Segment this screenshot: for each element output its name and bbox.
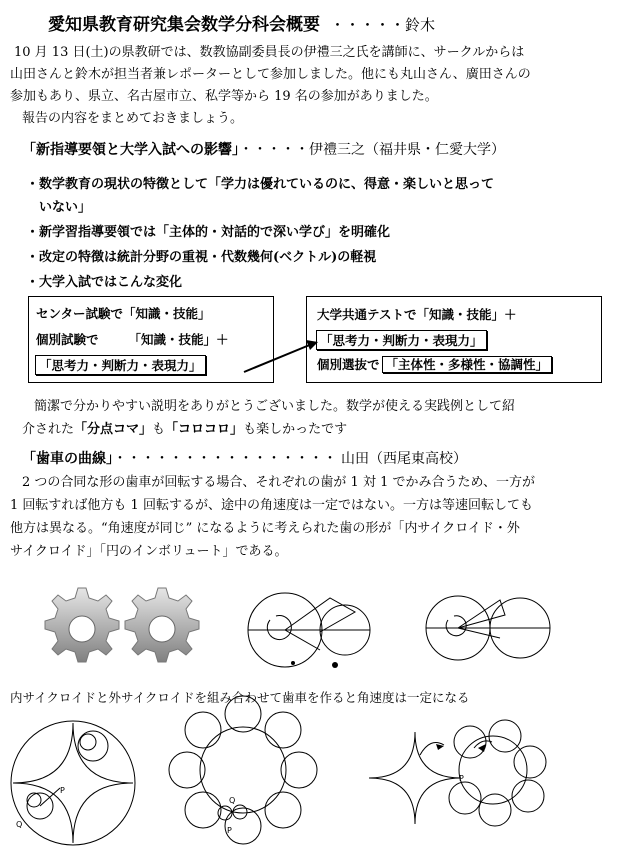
center-line-3: 「思考力・判断力・表現力」	[35, 355, 206, 375]
section1-speaker: 伊禮三之（福井県・仁愛大学）	[309, 142, 505, 158]
gear-line-3: 他方は異なる。“角速度が同じ” になるように考えられた歯の形が「内サイクロイド・外	[10, 521, 520, 536]
author-name: ・・・・・鈴木	[330, 16, 436, 34]
intro-line-3: 参加もあり、県立、名古屋市立、私学等から 19 名の参加がありました。	[10, 89, 438, 104]
intro-line-4: 報告の内容をまとめておきましょう。	[22, 111, 244, 126]
figure-caption: 内サイクロイドと外サイクロイドを組み合わせて歯車を作ると角速度は一定になる	[10, 690, 470, 705]
epicycloid-diagram	[169, 696, 317, 844]
thanks-text-d: 「コロコロ」	[165, 422, 244, 437]
bullet-4: ・大学入試ではこんな変化	[26, 275, 183, 290]
astroid-diagram	[369, 720, 546, 826]
label-q-2: Q	[229, 796, 236, 805]
bullet-1: ・数学教育の現状の特徴として「学力は優れているのに、得意・楽しいと思って	[26, 177, 495, 192]
label-p-3: P	[459, 774, 464, 783]
bullet-1-cont: いない」	[26, 200, 92, 215]
center-line-2-value: 「知識・技能」＋	[128, 332, 229, 347]
common-line-2: 「思考力・判断力・表現力」	[316, 330, 487, 350]
gear-line-2: 1 回転すれば他方も 1 回転するが、途中の角速度は一定ではない。一方は等速回転しても	[10, 498, 533, 513]
thanks-text-a: 介された	[22, 422, 75, 437]
bullet-3: ・改定の特徴は統計分野の重視・代数幾何(ベクトル)の軽視	[26, 250, 377, 265]
label-q-1: Q	[16, 820, 23, 829]
section1-title: 「新指導要領と大学入試への影響」	[22, 142, 239, 158]
section2-dots: ・・・・・・・・・・・・・・・・	[113, 451, 337, 467]
section1-dots: ・・・・・	[239, 142, 309, 158]
common-line-3-value: 「主体性・多様性・協調性」	[382, 356, 553, 373]
section2-title: 「歯車の曲線」	[22, 451, 113, 467]
label-p-2: P	[227, 826, 232, 835]
gear-line-1: 2 つの合同な形の歯車が回転する場合、それぞれの歯が 1 対 1 でかみ合うため、一方が	[22, 475, 535, 490]
thanks-text-e: も楽しかったです	[243, 422, 348, 437]
common-line-1: 大学共通テストで「知識・技能」＋	[317, 307, 517, 322]
thanks-text-b: 「分点コマ」	[74, 422, 153, 437]
common-line-3-label: 個別選抜で	[317, 357, 380, 372]
title-text: 愛知県教育研究集会数学分科会概要	[48, 15, 320, 35]
intro-line-1: 10 月 13 日(土)の県教研では、数教協副委員長の伊禮三之氏を講師に、サークルからは	[14, 45, 525, 60]
center-line-1: センター試験で「知識・技能」	[36, 306, 211, 321]
intro-line-2: 山田さんと鈴木が担当者兼レポーターとして参加しました。他にも丸山さん、廣田さんの	[10, 67, 531, 82]
section2-speaker: 山田（西尾東高校）	[341, 451, 467, 467]
hypocycloid-diagram	[11, 721, 135, 845]
gear-line-4: サイクロイド」「円のインボリュート」である。	[10, 544, 288, 559]
label-p-1: P	[60, 786, 65, 795]
thanks-text-c: も	[152, 422, 166, 437]
thanks-line-1: 簡潔で分かりやすい説明をありがとうございました。数学が使える実践例として紹	[34, 399, 516, 414]
center-line-2-label: 個別試験で	[36, 332, 99, 347]
bullet-2: ・新学習指導要領では「主体的・対話的で深い学び」を明確化	[26, 225, 391, 240]
